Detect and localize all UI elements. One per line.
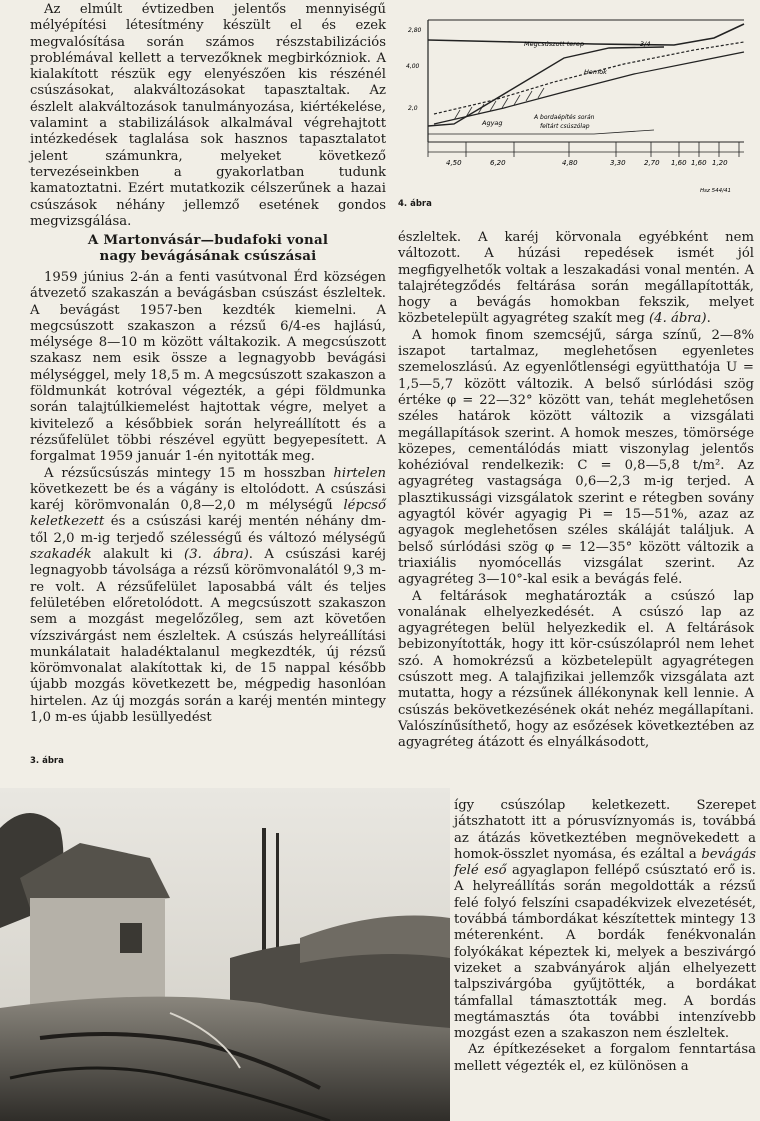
right-column-text bbox=[398, 230, 754, 752]
left-paragraph-1: 1959 június 2-án a fenti vasútvonal Érd községen átvezető szakaszán a bevágásban csúszást észleltek. A bevágást 1957-ben kezdték kiemelni. A megcsúszott szakaszon a rézsű 6/4-es hajlású, mélysége 8—10 m között váltakozik. A megcsúszott szakasz nem esik össze a legnagyobb bevágási mélységgel, mely 18,5 m. A megcsúszott szakaszon a földmunkát kotróval végezték, a gépi földmunka során talajtúlkiemelést hajtottak végre, melyet a kivitelező a későbbiek során helyreállított és a rézsűfelület többi részével együtt begyepesített. A forgalmat 1959 január 1-én nyitották meg. bbox=[30, 270, 386, 465]
figure-3-caption: 3. ábra bbox=[30, 756, 64, 766]
right-paragraph-1: észleltek. A karéj körvonala egyébként nem változott. A húzási repedések ismét jól megfigyelhetők voltak a leszakadási vonal mentén. A talajrétegződés feltárása során megállapították, hogy a bevágás homokban fekszik, melyet közbetelepült agyagréteg szakít meg (4. ábra). bbox=[398, 230, 754, 327]
dim-label: 3,30 bbox=[610, 159, 626, 167]
right-paragraph-2: A homok finom szemcséjű, sárga színű, 2—8% iszapot tartalmaz, meglehetősen egyenletes szemeloszlású. Az egyenlőtlenségi együtthatója U = 1,5—5,7 között változik. A belső súrlódási szög értéke φ = 22—32° között van, tehát meglehetősen széles határok között változik a vizsgálati megállapítások szerint. A homok meszes, tömörsége közepes, cementálódás miatt viszonylag jelentős kohézióval rendelkezik: C = 0,8—5,8 t/m². Az agyagréteg vastagsága 0,6—2,3 m-ig terjed. A plasztikussági vizsgálatok szerint e rétegben sovány agyagtól kövér agyagig Pi = 15—51%, azaz az agyagok meglehetősen széles skáláját találjuk. A belső súrlódási szög φ = 12—35° között változik a triaxiális nyomócellás vizsgálat szerint. Az agyagréteg 3—10°-kal esik a bevágás felé. bbox=[398, 327, 754, 588]
left-column-text bbox=[30, 270, 386, 726]
dim-label: 1,60 bbox=[691, 159, 707, 167]
label-slope: 3/4 bbox=[640, 40, 651, 48]
label-clay: Agyag bbox=[482, 119, 503, 127]
label-note-1: A bordaépítés során bbox=[534, 114, 595, 121]
dim-label: 6,20 bbox=[490, 159, 506, 167]
elev-mid: 4,00 bbox=[406, 63, 420, 70]
section-heading bbox=[30, 232, 386, 264]
intro-paragraph bbox=[30, 2, 386, 230]
heading-line-2: nagy bevágásának csúszásai bbox=[99, 248, 317, 264]
figure-3-photo bbox=[0, 788, 450, 1121]
right-paragraph-5: Az építkezéseket a forgalom fenntartása mellett végezték el, ez különösen a bbox=[454, 1042, 756, 1074]
figure-4-diagram bbox=[394, 2, 756, 197]
left-paragraph-2: A rézsűcsúszás mintegy 15 m hosszban hirtelen következett be és a vágány is eltolódott. A csúszási karéj körömvonalán 0,8—2,0 m mélységű lépcső keletkezett és a csúszási karéj mentén néhány dm-től 2,0 m-ig terjedő szélességű és változó mélységű szakadék alakult ki (3. ábra). A csúszási karéj legnagyobb távolsága a rézsű körömvonalától 9,3 m-re volt. A rézsűfelület laposabbá vált és teljes felületében előretolódott. A megcsúszott szakaszon sem a mozgást megelőzőleg, sem azt követően vízszivárgást nem észleltek. A csúszás helyreállítási munkálatait haladéktalanul megkezdték, új rézsű körömvonalat alakítottak ki, de 15 nappal később újabb mozgás következett be, mégpedig hasonlóan hirtelen. Az új mozgás során a karéj mentén mintegy 1,0 m-es újabb lesüllyedést bbox=[30, 465, 386, 726]
figure-mark: Hsz 544/41 bbox=[700, 188, 731, 194]
label-note-2: feltárt csúszólap bbox=[540, 123, 590, 130]
right-paragraph-3: A feltárások meghatározták a csúszó lap vonalának elhelyezkedését. A csúszó lap az agyagrétegen belül helyezkedik el. A feltárások bebizonyították, hogy itt kör-csúszólapról nem lehet szó. A homokrézsű a közbetelepült agyagrétegen csúszott meg. A talajfizikai jellemzők vizsgálata azt mutatta, hogy a rézsűnek állékonynak kell lennie. A csúszás bekövetkezésének okát nehéz megállapítani. Valószínűsíthető, hogy az esőzések következtében az agyagréteg átázott és elnyálkásodott, bbox=[398, 588, 754, 751]
dim-label: 2,70 bbox=[644, 159, 660, 167]
heading-line-1: A Martonvásár—budafoki vonal bbox=[87, 232, 329, 248]
dim-label: 4,80 bbox=[562, 159, 578, 167]
dim-label: 1,60 bbox=[671, 159, 687, 167]
figure-4-caption: 4. ábra bbox=[398, 199, 432, 209]
right-narrow-text bbox=[454, 798, 756, 1075]
label-terrain: Megcsúszott terep bbox=[524, 40, 585, 48]
dim-label: 1,20 bbox=[712, 159, 728, 167]
elev-low: 2,0 bbox=[408, 105, 418, 112]
intro-text: Az elmúlt évtizedben jelentős mennyiségű mélyépítési létesítmény készült el és ezek megvalósítása során számos részstabilizációs problémával kellett a tervezőknek megbirkózniok. A kialakított részük egy elenyészően kis részénél csúszásokat, alakváltozásokat tapasztaltak. Az észlelt alakváltozások tanulmányozása, kiértékelése, valamint a stabilizálások alkalmával végrehajtott intézkedések taglalása sok hasznos tapasztalatot jelent számunkra, melyeket következő tervezéseinkben a gyakorlatban tudunk kamatoztatni. Ezért mutatkozik célszerűnek a hazai csúszások néhány jellemző esetének gondos megvizsgálása. bbox=[30, 2, 386, 229]
elev-top: 2,80 bbox=[408, 27, 422, 34]
label-sand: Homok bbox=[584, 68, 607, 76]
right-paragraph-4: így csúszólap keletkezett. Szerepet játszhatott itt a pórusvíznyomás is, továbbá az átázás következtében megnövekedett a homok-összlet nyomása, és ezáltal a bevágás felé eső agyaglapon fellépő csúsztató erő is. A helyreállítás során megoldották a rézsű felé folyó felszíni csapadékvizek elvezetését, továbbá támbordákat készítettek mintegy 13 méterenként. A bordák fenékvonalán folyókákat képeztek ki, melyek a beszivárgó vizeket a szabványárok alján elhelyezett talpszivárgóba gyűjtötték, a bordákat támfallal támasztották meg. A bordás megtámasztás óta további intenzívebb mozgást ezen a szakaszon nem észleltek. bbox=[454, 798, 756, 1042]
dim-label: 4,50 bbox=[446, 159, 462, 167]
